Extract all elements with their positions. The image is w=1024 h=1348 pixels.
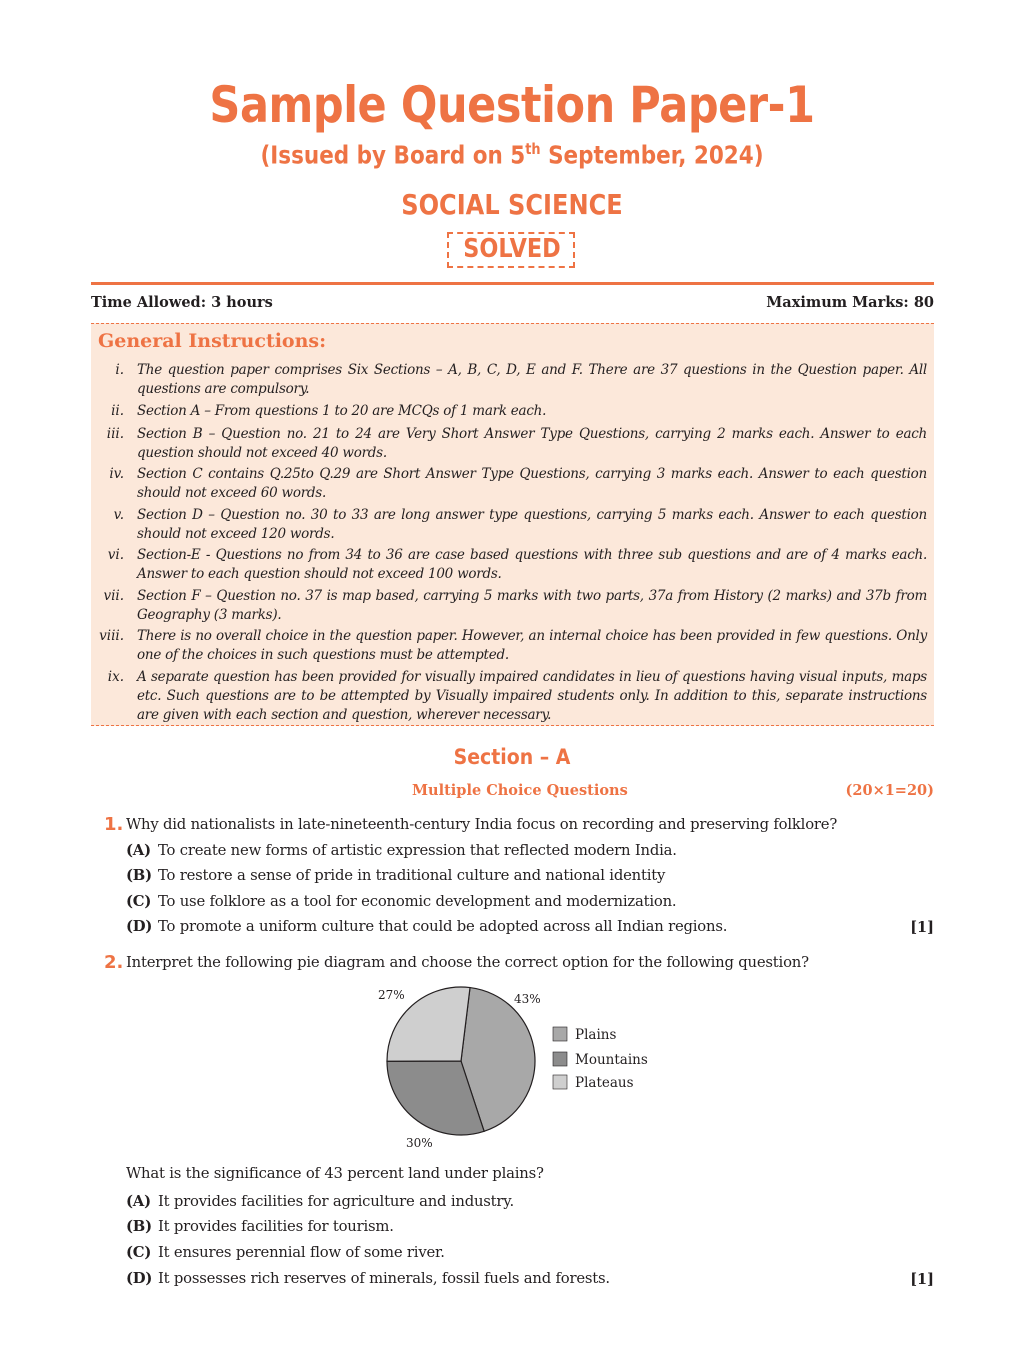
maximum-marks: Maximum Marks: 80 — [766, 294, 934, 311]
question-text: Why did nationalists in late-nineteenth-century India focus on recording and preserving folklore? — [126, 816, 838, 833]
pie-label-mountains: 30% — [406, 1136, 433, 1150]
question-number: 2. — [104, 952, 124, 973]
subtitle-prefix: (Issued by Board on 5 — [260, 140, 526, 170]
option — [126, 1218, 394, 1235]
option-text: It provides facilities for tourism. — [158, 1218, 394, 1235]
instruction-number: vi. — [107, 547, 124, 563]
general-instructions-heading: General Instructions: — [98, 330, 327, 352]
option-text: It possesses rich reserves of minerals, fossil fuels and forests. — [158, 1270, 610, 1287]
option-letter: (D) — [126, 918, 153, 935]
instruction-number: iv. — [109, 466, 124, 482]
section-marks: (20×1=20) — [845, 782, 934, 799]
solved-badge: SOLVED — [463, 234, 561, 264]
question-number: 1. — [104, 814, 124, 835]
pie-label-plateaus: 27% — [378, 988, 405, 1002]
pie-label-plains: 43% — [514, 992, 541, 1006]
header-divider — [91, 282, 934, 285]
instruction-number: ii. — [111, 403, 124, 419]
option-letter: (C) — [126, 893, 152, 910]
instruction-text: The question paper comprises Six Sections – A, B, C, D, E and F. There are 37 questions in the Question paper. All questions are compulsory. — [137, 362, 927, 397]
option-letter: (C) — [126, 1244, 152, 1261]
pie-slices — [387, 987, 535, 1135]
subject-title: SOCIAL SCIENCE — [401, 188, 623, 221]
section-title: Section – A — [453, 745, 571, 769]
option-text: To use folklore as a tool for economic development and modernization. — [158, 893, 677, 910]
instruction-text: Section F – Question no. 37 is map based, carrying 5 marks with two parts, 37a from History (2 marks) and 37b from Geography (3 marks). — [137, 588, 927, 623]
option — [126, 842, 677, 859]
option — [126, 1193, 514, 1210]
instruction-text: Section-E - Questions no from 34 to 36 are case based questions with three sub questions and are of 4 marks each. Answer to each question should not exceed 100 words. — [137, 547, 927, 582]
instruction-text: A separate question has been provided for visually impaired candidates in lieu of questions having visual inputs, maps etc. Such questions are to be attempted by Visually impaired students only. In addition to this, separate instructions are given with each section and question, wherever necessary. — [137, 669, 927, 723]
instruction-text: Section A – From questions 1 to 20 are MCQs of 1 mark each. — [137, 403, 547, 419]
option-text: To promote a uniform culture that could be adopted across all Indian regions. — [158, 918, 728, 935]
subtitle-superscript: th — [525, 140, 541, 158]
instruction-text: Section C contains Q.25to Q.29 are Short Answer Type Questions, carrying 3 marks each. Answer to each question should not exceed 60 words. — [137, 466, 927, 501]
question-text: Interpret the following pie diagram and choose the correct option for the following question? — [126, 954, 809, 971]
option-letter: (D) — [126, 1270, 153, 1287]
instruction-text: Section B – Question no. 21 to 24 are Very Short Answer Type Questions, carrying 2 marks each. Answer to each question should not exceed 40 words. — [137, 426, 927, 461]
instruction-text: There is no overall choice in the question paper. However, an internal choice has been provided in few questions. Only one of the choices in such questions must be attempted. — [137, 628, 927, 663]
option-letter: (A) — [126, 1193, 151, 1210]
option — [126, 1244, 445, 1261]
instruction-number: v. — [113, 507, 124, 523]
paper-subtitle — [72, 140, 953, 169]
option — [126, 893, 676, 910]
instruction-text: Section D – Question no. 30 to 33 are long answer type questions, carrying 5 marks each. Answer to each question should not exceed 120 words. — [137, 507, 927, 542]
question-mark: [1] — [910, 919, 934, 936]
option-letter: (B) — [126, 1218, 152, 1235]
pie-chart — [370, 975, 660, 1155]
time-allowed: Time Allowed: 3 hours — [91, 294, 273, 311]
option — [126, 1270, 610, 1287]
instruction-number: viii. — [99, 628, 124, 644]
option-letter: (B) — [126, 867, 152, 884]
option — [126, 918, 727, 935]
instruction-number: ix. — [107, 669, 124, 685]
legend-swatch-mountains — [553, 1052, 567, 1066]
legend-swatch-plains — [553, 1027, 567, 1041]
subtitle-suffix: September, 2024) — [540, 140, 764, 170]
legend-label-plateaus: Plateaus — [575, 1075, 634, 1091]
section-subheading: Multiple Choice Questions — [412, 782, 628, 799]
instruction-number: iii. — [106, 426, 124, 442]
option — [126, 867, 665, 884]
legend-label-plains: Plains — [575, 1027, 617, 1043]
instruction-number: i. — [115, 362, 124, 378]
question-followup: What is the significance of 43 percent land under plains? — [126, 1165, 544, 1182]
option-text: To create new forms of artistic expression that reflected modern India. — [158, 842, 677, 859]
option-text: It provides facilities for agriculture and industry. — [158, 1193, 515, 1210]
legend-swatch-plateaus — [553, 1075, 567, 1089]
paper-title: Sample Question Paper-1 — [209, 76, 815, 134]
option-letter: (A) — [126, 842, 151, 859]
instruction-number: vii. — [103, 588, 124, 604]
question-mark: [1] — [910, 1271, 934, 1288]
legend-label-mountains: Mountains — [575, 1052, 648, 1068]
option-text: It ensures perennial flow of some river. — [158, 1244, 445, 1261]
option-text: To restore a sense of pride in traditional culture and national identity — [158, 867, 666, 884]
